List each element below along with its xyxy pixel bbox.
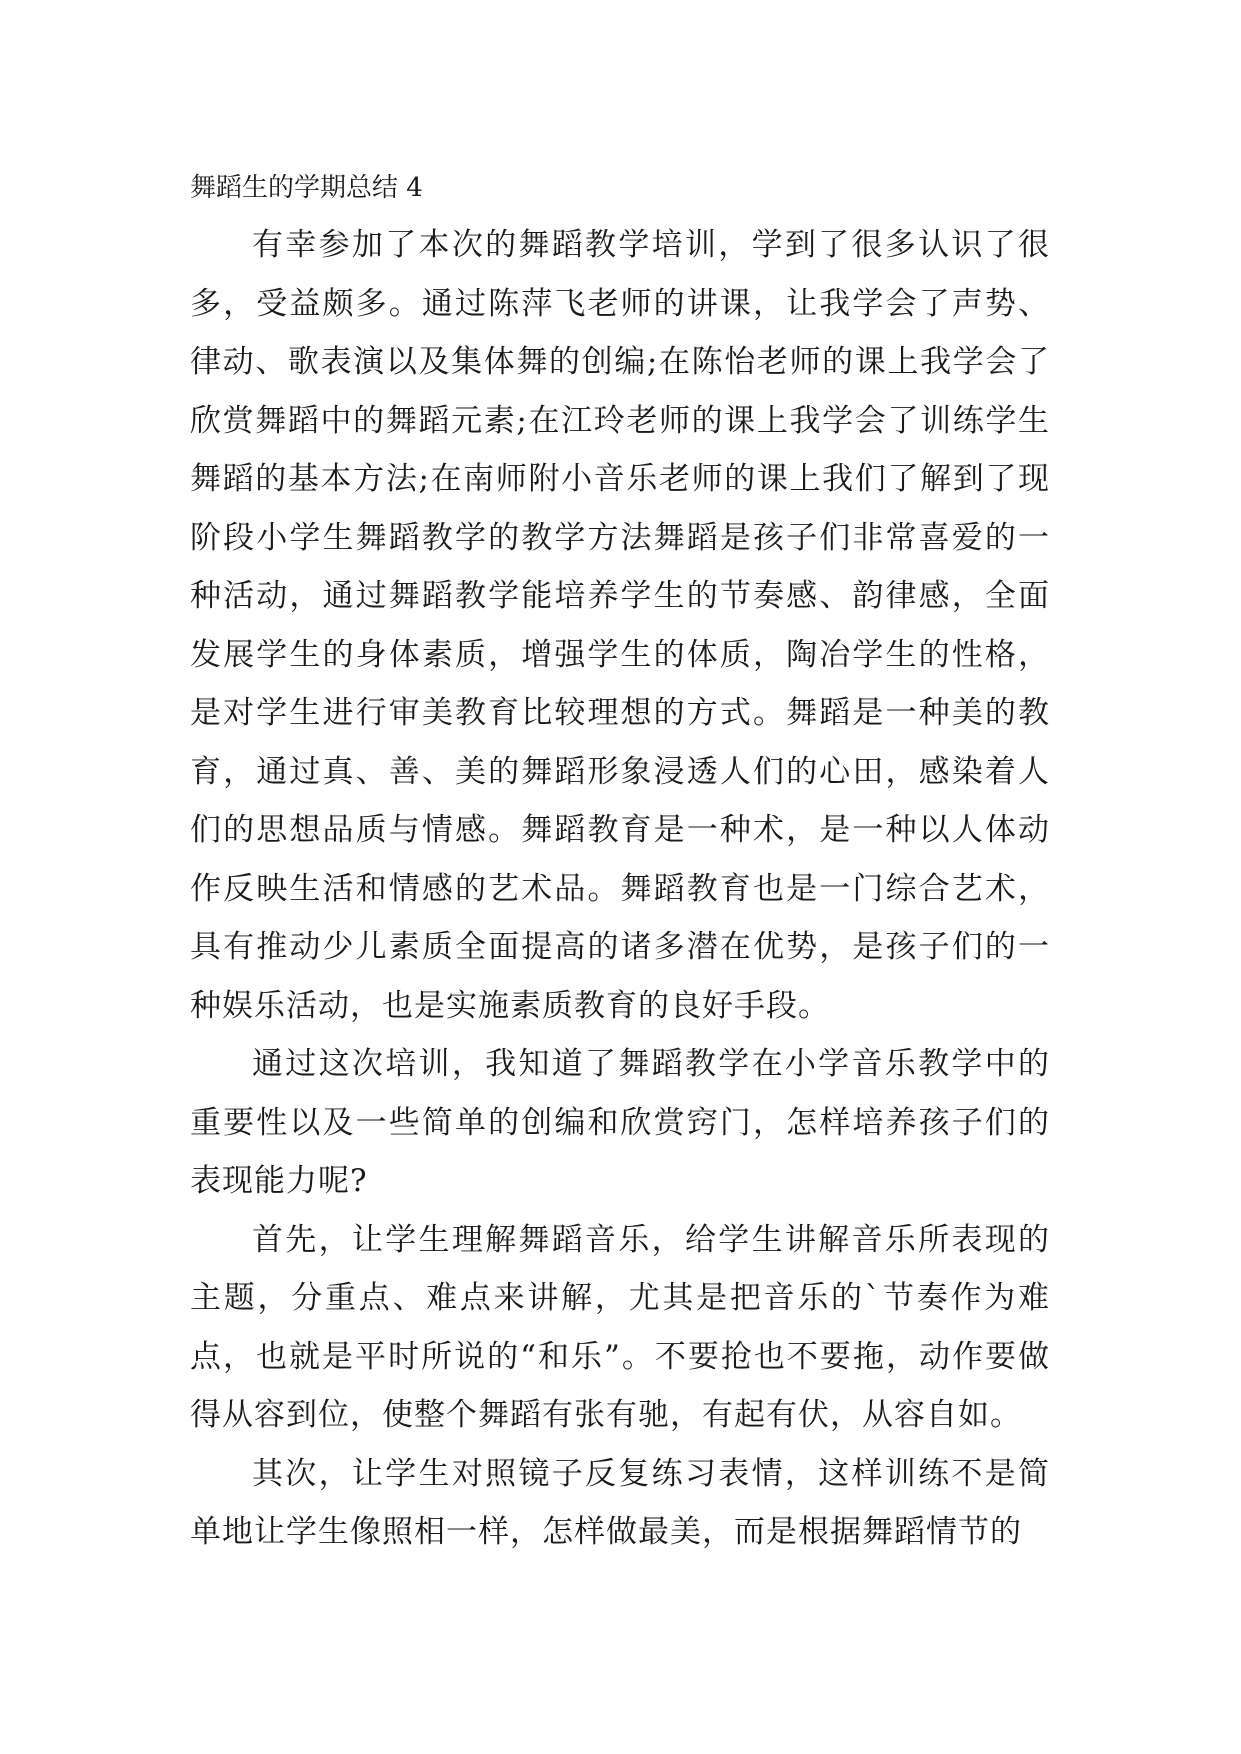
paragraph: 首先，让学生理解舞蹈音乐，给学生讲解音乐所表现的主题，分重点、难点来讲解，尤其是把音乐的`节奏作为难点，也就是平时所说的“和乐”。不要抢也不要拖，动作要做得从容到位，使整个舞蹈有张有驰，有起有伏，从容自如。 (190, 1221, 1050, 1433)
document-title: 舞蹈生的学期总结 4 (190, 173, 423, 203)
paragraph: 其次，让学生对照镜子反复练习表情，这样训练不是简单地让学生像照相一样，怎样做最美，而是根据舞蹈情节的 (190, 1455, 1050, 1550)
paragraph: 通过这次培训，我知道了舞蹈教学在小学音乐教学中的重要性以及一些简单的创编和欣赏窍门，怎样培养孩子们的表现能力呢? (190, 1046, 1050, 1199)
paragraph: 有幸参加了本次的舞蹈教学培训，学到了很多认识了很多，受益颇多。通过陈萍飞老师的讲课，让我学会了声势、律动、歌表演以及集体舞的创编;在陈怡老师的课上我学会了欣赏舞蹈中的舞蹈元素;在江玲老师的课上我学会了训练学生舞蹈的基本方法;在南师附小音乐老师的课上我们了解到了现阶段小学生舞蹈教学的教学方法舞蹈是孩子们非常喜爱的一种活动，通过舞蹈教学能培养学生的节奏感、韵律感，全面发展学生的身体素质，增强学生的体质，陶冶学生的性格，是对学生进行审美教育比较理想的方式。舞蹈是一种美的教育，通过真、善、美的舞蹈形象浸透人们的心田，感染着人们的思想品质与情感。舞蹈教育是一种术，是一种以人体动作反映生活和情感的艺术品。舞蹈教育也是一门综合艺术，具有推动少儿素质全面提高的诸多潜在优势，是孩子们的一种娱乐活动，也是实施素质教育的良好手段。 (190, 227, 1050, 1024)
document-body (190, 160, 1050, 1562)
